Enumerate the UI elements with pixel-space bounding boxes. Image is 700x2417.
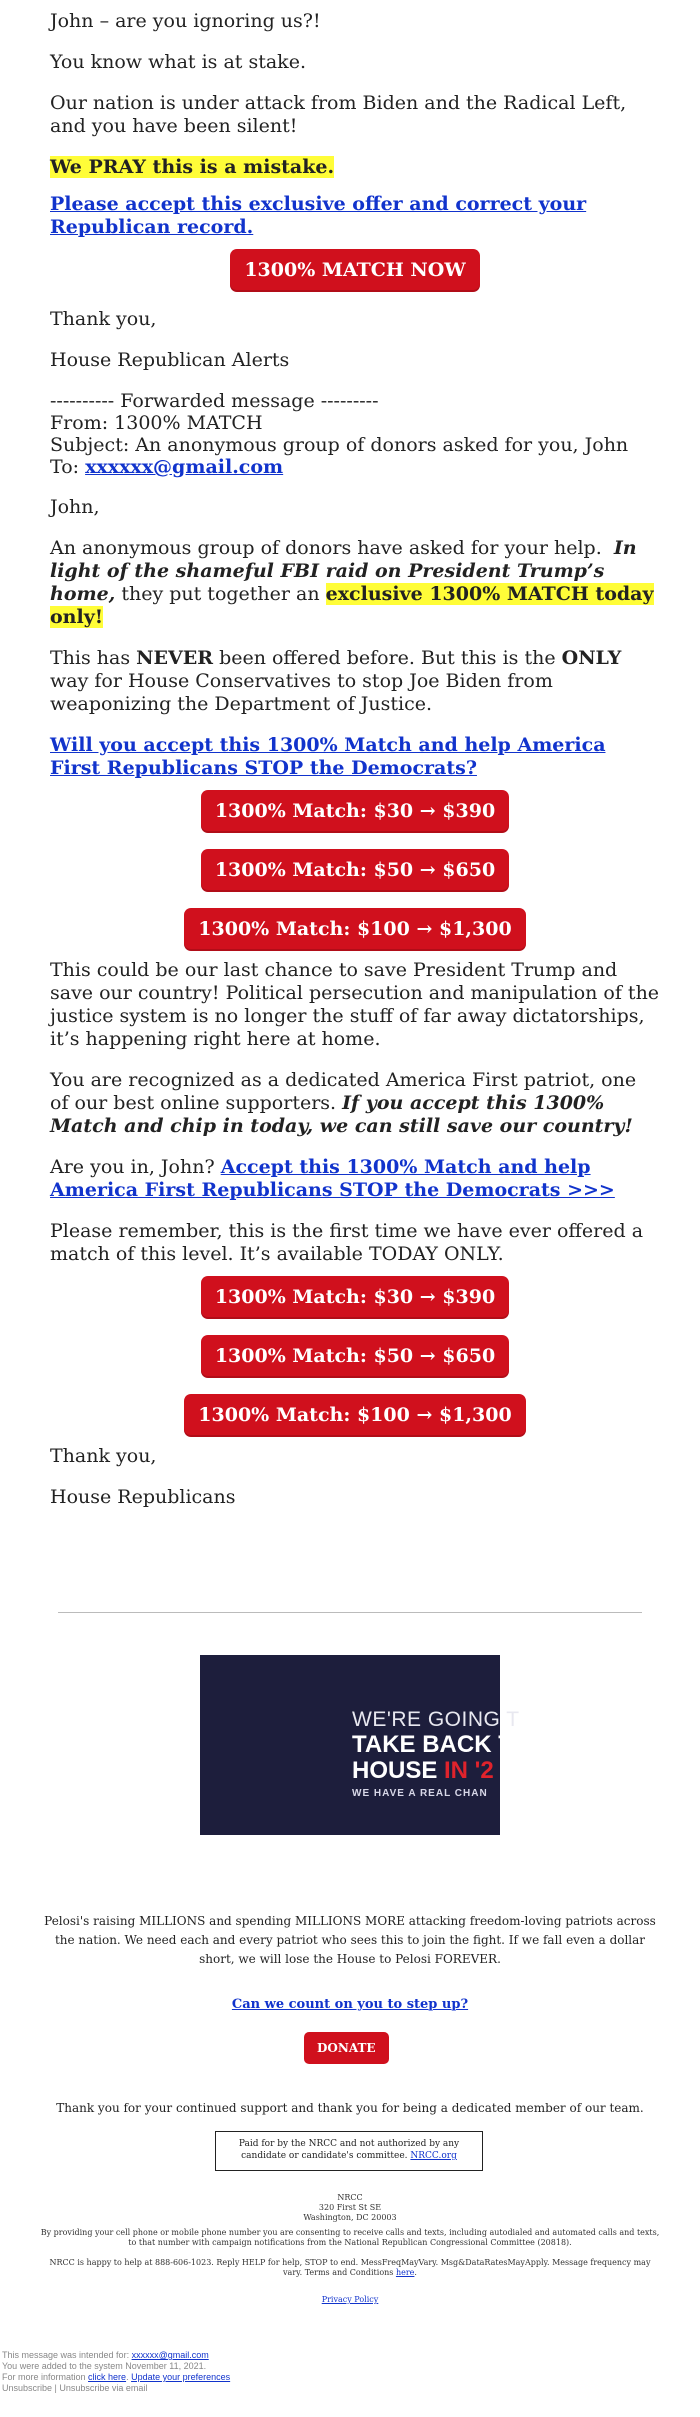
divider — [58, 1612, 642, 1613]
take-back-house-banner[interactable]: WE'RE GOING T TAKE BACK TH HOUSE IN '2 WE HAVE A REAL CHAN — [200, 1655, 500, 1835]
accept-match-link[interactable]: Will you accept this 1300% Match and help America First Republicans STOP the Democrats? — [50, 734, 606, 779]
paid-for-disclaimer: Paid for by the NRCC and not authorized by any candidate or candidate's committee. NRCC.org — [215, 2131, 483, 2171]
paragraph-are-you-in: Are you in, John? Accept this 1300% Match and help America First Republicans STOP the Democrats >>> — [50, 1156, 615, 1201]
paragraph-donors: An anonymous group of donors have asked for your help. In light of the shameful FBI raid on President Trump’s home, they put together an exclusive 1300% MATCH today only! — [50, 537, 654, 628]
sms-consent-text: By providing your cell phone or mobile phone number you are consenting to receive calls and texts, including autodialed and automated calls and texts, to that number with campaign notifications from the National Republican Congressional Committee (20818). — [40, 2228, 660, 2247]
match-100-button[interactable]: 1300% Match: $100 → $1,300 — [184, 1394, 525, 1437]
thanks-text: Thank you, — [50, 1445, 157, 1467]
click-here-link[interactable]: click here — [88, 2372, 127, 2382]
paragraph-last-chance: This could be our last chance to save President Trump and save our country! Political persecution and manipulation of the justice system is no longer the stuff of far away dictatorships, it’s happening right here at home. — [50, 959, 660, 1050]
thanks-text: Thank you, — [50, 308, 157, 330]
exclusive-highlight: exclusive 1300% MATCH today only! — [50, 583, 654, 628]
email-body — [50, 10, 660, 1527]
match-50-button[interactable]: 1300% Match: $50 → $650 — [201, 1335, 509, 1378]
forward-from: From: 1300% MATCH — [50, 412, 263, 434]
sender-text: House Republican Alerts — [50, 349, 290, 371]
update-preferences-link[interactable]: Update your preferences — [131, 2372, 231, 2382]
greeting: John, — [50, 496, 100, 518]
intended-email-link[interactable]: xxxxxx@gmail.com — [131, 2350, 209, 2360]
intro-line: You know what is at stake. — [50, 51, 306, 73]
system-footer: This message was intended for: xxxxxx@gmail.com You were added to the system November 11, 2021. For more information click here. Update your preferences Unsubscribe | Unsubscribe via email — [2, 2350, 231, 2393]
mailing-address: NRCC 320 First St SE Washington, DC 20003 — [303, 2193, 397, 2222]
offer-link[interactable]: Please accept this exclusive offer and correct your Republican record. — [50, 193, 587, 238]
intro-line: John – are you ignoring us?! — [50, 10, 321, 32]
accept-match-link-2[interactable]: Accept this 1300% Match and help America First Republicans STOP the Democrats >>> — [50, 1156, 615, 1201]
forward-to: To: xxxxxx@gmail.com — [50, 456, 284, 478]
to-email-link[interactable]: xxxxxx@gmail.com — [85, 456, 284, 478]
step-up-link[interactable]: Can we count on you to step up? — [231, 1997, 469, 2012]
paragraph-never: This has NEVER been offered before. But this is the ONLY way for House Conservatives to stop Joe Biden from weaponizing the Department of Justice. — [50, 647, 622, 715]
pelosi-paragraph: Pelosi's raising MILLIONS and spending MILLIONS MORE attacking freedom-loving patriots across the nation. We need each and every patriot who sees this to join the fight. If we fall even a dollar short, we will lose the House to Pelosi FOREVER. — [44, 1914, 656, 1966]
match-100-button[interactable]: 1300% Match: $100 → $1,300 — [184, 908, 525, 951]
pray-highlight: We PRAY this is a mistake. — [50, 156, 335, 178]
sms-help-text: NRCC is happy to help at 888-606-1023. Reply HELP for help, STOP to end. MessFreqMayVary. Msg&DataRatesMayApply. Message frequency may vary. Terms and Conditions here. — [49, 2258, 651, 2277]
paragraph-today-only: Please remember, this is the first time we have ever offered a match of this level. It’s available TODAY ONLY. — [50, 1220, 644, 1265]
privacy-policy-row — [40, 2295, 660, 2305]
intro-line: Our nation is under attack from Biden and the Radical Left, and you have been silent! — [50, 92, 627, 137]
privacy-policy-link[interactable]: Privacy Policy — [321, 2295, 379, 2304]
forward-divider: ---------- Forwarded message --------- — [50, 390, 379, 412]
nrcc-link[interactable]: NRCC.org — [410, 2151, 457, 2161]
match-50-button[interactable]: 1300% Match: $50 → $650 — [201, 849, 509, 892]
match-30-button[interactable]: 1300% Match: $30 → $390 — [201, 1276, 509, 1319]
terms-link[interactable]: here — [395, 2268, 415, 2277]
donate-button[interactable]: DONATE — [304, 2032, 389, 2064]
unsubscribe-links[interactable]: Unsubscribe | Unsubscribe via email — [2, 2383, 148, 2393]
forwarded-header — [50, 390, 660, 478]
step-up-cta — [40, 1995, 660, 2014]
forward-subject: Subject: An anonymous group of donors asked for you, John — [50, 434, 629, 456]
footer-thanks: Thank you for your continued support and thank you for being a dedicated member of our team. — [56, 2101, 644, 2115]
signature: House Republicans — [50, 1486, 236, 1508]
paragraph-patriot: You are recognized as a dedicated America First patriot, one of our best online supporters. If you accept this 1300% Match and chip in today, we can still save our country! — [50, 1069, 637, 1137]
match-30-button[interactable]: 1300% Match: $30 → $390 — [201, 790, 509, 833]
match-now-button[interactable]: 1300% MATCH NOW — [230, 249, 479, 292]
